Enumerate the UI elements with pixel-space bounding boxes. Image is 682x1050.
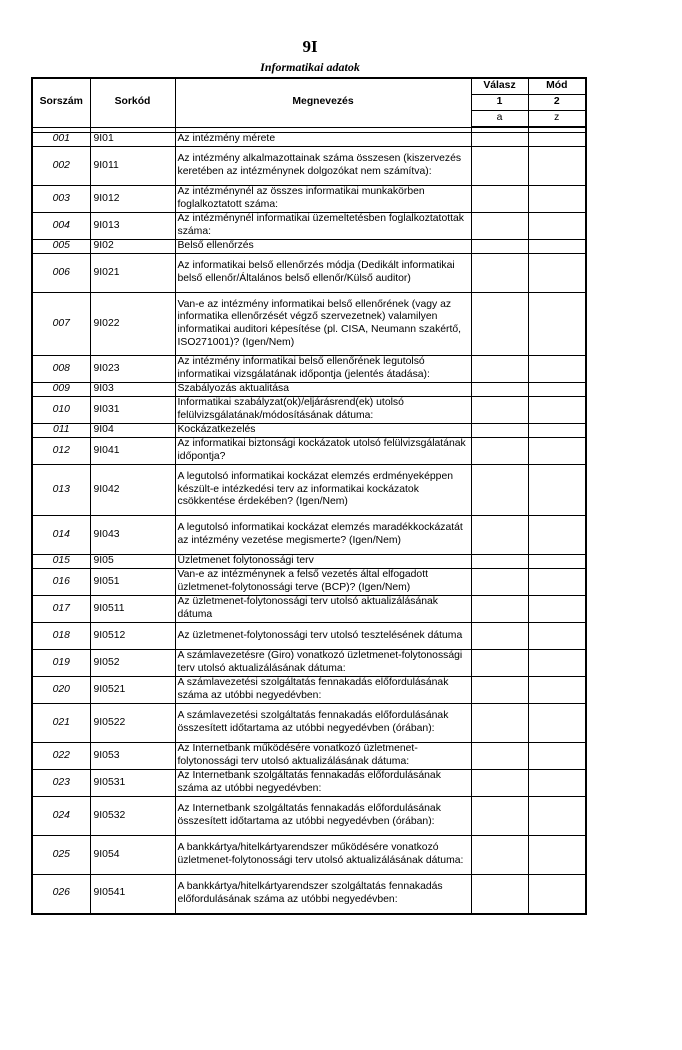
table-row: [32, 836, 586, 875]
answer-cell[interactable]: [471, 596, 528, 623]
row-label: Az intézmény mérete: [175, 133, 471, 147]
row-label: Belső ellenőrzés: [175, 240, 471, 254]
row-number: 010: [32, 397, 90, 424]
row-code: 9I05: [90, 555, 175, 569]
answer-cell[interactable]: [471, 743, 528, 770]
table-row: [32, 677, 586, 704]
table-row: [32, 356, 586, 383]
mode-cell[interactable]: [528, 424, 586, 438]
row-number: 025: [32, 836, 90, 875]
mode-cell[interactable]: [528, 133, 586, 147]
row-label: Az intézménynél informatikai üzemeltetésben foglalkoztatottak száma:: [175, 213, 471, 240]
row-label: Az Internetbank működésére vonatkozó üzletmenet-folytonossági terv utolsó aktualizálásának dátuma:: [175, 743, 471, 770]
row-code: 9I042: [90, 465, 175, 516]
row-number: 016: [32, 569, 90, 596]
table-row: [32, 596, 586, 623]
mode-cell[interactable]: [528, 465, 586, 516]
row-number: 013: [32, 465, 90, 516]
table-row: [32, 213, 586, 240]
row-code: 9I012: [90, 186, 175, 213]
row-code: 9I011: [90, 147, 175, 186]
row-label: Szabályozás aktualitása: [175, 383, 471, 397]
mode-cell[interactable]: [528, 555, 586, 569]
table-row: [32, 516, 586, 555]
row-code: 9I043: [90, 516, 175, 555]
answer-cell[interactable]: [471, 356, 528, 383]
header-sorkod: Sorkód: [90, 78, 175, 127]
answer-cell[interactable]: [471, 397, 528, 424]
row-label: Informatikai szabályzat(ok)/eljárásrend(ek) utolsó felülvizsgálatának/módosításának dátuma:: [175, 397, 471, 424]
table-row: [32, 569, 586, 596]
answer-cell[interactable]: [471, 704, 528, 743]
row-code: 9I053: [90, 743, 175, 770]
row-code: 9I0532: [90, 797, 175, 836]
mode-cell[interactable]: [528, 596, 586, 623]
answer-cell[interactable]: [471, 797, 528, 836]
table-row: [32, 623, 586, 650]
mode-cell[interactable]: [528, 516, 586, 555]
answer-cell[interactable]: [471, 424, 528, 438]
answer-cell[interactable]: [471, 516, 528, 555]
table-row: [32, 397, 586, 424]
answer-cell[interactable]: [471, 555, 528, 569]
table-row: [32, 555, 586, 569]
row-code: 9I0541: [90, 875, 175, 914]
header-valasz-num: 1: [471, 95, 528, 111]
row-code: 9I0521: [90, 677, 175, 704]
row-number: 023: [32, 770, 90, 797]
header-mod: Mód: [528, 78, 586, 95]
mode-cell[interactable]: [528, 875, 586, 914]
row-code: 9I023: [90, 356, 175, 383]
row-label: Van-e az intézménynek a felső vezetés által elfogadott üzletmenet-folytonossági terve (BCP)? (Igen/Nem): [175, 569, 471, 596]
row-number: 005: [32, 240, 90, 254]
row-code: 9I051: [90, 569, 175, 596]
mode-cell[interactable]: [528, 397, 586, 424]
row-code: 9I052: [90, 650, 175, 677]
table-row: [32, 240, 586, 254]
row-code: 9I0512: [90, 623, 175, 650]
table-row: [32, 743, 586, 770]
row-label: Az intézménynél az összes informatikai munkakörben foglalkoztatott száma:: [175, 186, 471, 213]
row-code: 9I0531: [90, 770, 175, 797]
answer-cell[interactable]: [471, 677, 528, 704]
table-row: [32, 704, 586, 743]
mode-cell[interactable]: [528, 438, 586, 465]
row-label: Üzletmenet folytonossági terv: [175, 555, 471, 569]
row-label: Az informatikai biztonsági kockázatok utolsó felülvizsgálatának időpontja?: [175, 438, 471, 465]
mode-cell[interactable]: [528, 254, 586, 293]
row-code: 9I02: [90, 240, 175, 254]
row-number: 024: [32, 797, 90, 836]
header-mod-letter: z: [528, 111, 586, 128]
row-label: Az informatikai belső ellenőrzés módja (Dedikált informatikai belső ellenőr/Általános belső ellenőr/Külső auditor): [175, 254, 471, 293]
row-number: 017: [32, 596, 90, 623]
answer-cell[interactable]: [471, 836, 528, 875]
table-row: [32, 147, 586, 186]
row-number: 009: [32, 383, 90, 397]
row-code: 9I04: [90, 424, 175, 438]
mode-cell[interactable]: [528, 293, 586, 356]
row-number: 006: [32, 254, 90, 293]
table-row: [32, 254, 586, 293]
header-mod-num: 2: [528, 95, 586, 111]
row-number: 003: [32, 186, 90, 213]
row-number: 014: [32, 516, 90, 555]
mode-cell[interactable]: [528, 770, 586, 797]
answer-cell[interactable]: [471, 465, 528, 516]
form-code: 9I: [302, 37, 318, 56]
table-row: [32, 770, 586, 797]
row-label: A számlavezetési szolgáltatás fennakadás előfordulásának száma az utóbbi negyedévben:: [175, 677, 471, 704]
row-number: 020: [32, 677, 90, 704]
row-code: 9I0522: [90, 704, 175, 743]
row-number: 004: [32, 213, 90, 240]
table-row: [32, 797, 586, 836]
row-label: A bankkártya/hitelkártyarendszer szolgáltatás fennakadás előfordulásának száma az utóbbi negyedévben:: [175, 875, 471, 914]
form-title: Informatikai adatok: [260, 60, 360, 74]
answer-cell[interactable]: [471, 133, 528, 147]
row-code: 9I013: [90, 213, 175, 240]
row-number: 001: [32, 133, 90, 147]
row-code: 9I0511: [90, 596, 175, 623]
row-code: 9I054: [90, 836, 175, 875]
row-label: A legutolsó informatikai kockázat elemzés erdményeképpen készült-e intézkedési terv az informatikai kockázatok csökkentése érdekében? (Igen/Nem): [175, 465, 471, 516]
data-table: [31, 77, 587, 915]
row-code: 9I031: [90, 397, 175, 424]
answer-cell[interactable]: [471, 186, 528, 213]
mode-cell[interactable]: [528, 383, 586, 397]
row-number: 021: [32, 704, 90, 743]
row-label: Kockázatkezelés: [175, 424, 471, 438]
row-code: 9I021: [90, 254, 175, 293]
table-row: [32, 465, 586, 516]
row-label: A bankkártya/hitelkártyarendszer működésére vonatkozó üzletmenet-folytonossági terv utolsó aktualizálásának dátuma:: [175, 836, 471, 875]
table-row: [32, 875, 586, 914]
mode-cell[interactable]: [528, 677, 586, 704]
row-code: 9I041: [90, 438, 175, 465]
row-code: 9I03: [90, 383, 175, 397]
mode-cell[interactable]: [528, 797, 586, 836]
answer-cell[interactable]: [471, 875, 528, 914]
row-label: Az üzletmenet-folytonossági terv utolsó tesztelésének dátuma: [175, 623, 471, 650]
mode-cell[interactable]: [528, 743, 586, 770]
answer-cell[interactable]: [471, 254, 528, 293]
mode-cell[interactable]: [528, 356, 586, 383]
row-label: A számlavezetési szolgáltatás fennakadás előfordulásának összesített időtartama az utóbbi negyedévben (órában):: [175, 704, 471, 743]
mode-cell[interactable]: [528, 623, 586, 650]
header-valasz: Válasz: [471, 78, 528, 95]
row-label: Az Internetbank szolgáltatás fennakadás előfordulásának összesített időtartama az utóbbi negyedévben (órában):: [175, 797, 471, 836]
mode-cell[interactable]: [528, 213, 586, 240]
mode-cell[interactable]: [528, 836, 586, 875]
row-number: 011: [32, 424, 90, 438]
answer-cell[interactable]: [471, 240, 528, 254]
answer-cell[interactable]: [471, 383, 528, 397]
row-number: 026: [32, 875, 90, 914]
table-row: [32, 133, 586, 147]
mode-cell[interactable]: [528, 186, 586, 213]
mode-cell[interactable]: [528, 569, 586, 596]
row-number: 012: [32, 438, 90, 465]
row-number: 002: [32, 147, 90, 186]
row-code: 9I01: [90, 133, 175, 147]
row-label: Az intézmény alkalmazottainak száma összesen (kiszervezés keretében az intézménynek dolgozókat nem számítva):: [175, 147, 471, 186]
row-label: Az Internetbank szolgáltatás fennakadás előfordulásának száma az utóbbi negyedévben:: [175, 770, 471, 797]
row-label: Az üzletmenet-folytonossági terv utolsó aktualizálásának dátuma: [175, 596, 471, 623]
mode-cell[interactable]: [528, 240, 586, 254]
answer-cell[interactable]: [471, 438, 528, 465]
answer-cell[interactable]: [471, 650, 528, 677]
row-label: Az intézmény informatikai belső ellenőrének legutolsó informatikai vizsgálatának időpontja (jelentés átadása):: [175, 356, 471, 383]
row-label: A számlavezetésre (Giro) vonatkozó üzletmenet-folytonossági terv utolsó aktualizálásának dátuma:: [175, 650, 471, 677]
table-row: [32, 293, 586, 356]
header-valasz-letter: a: [471, 111, 528, 128]
header-sorszam: Sorszám: [32, 78, 90, 127]
answer-cell[interactable]: [471, 293, 528, 356]
mode-cell[interactable]: [528, 147, 586, 186]
answer-cell[interactable]: [471, 147, 528, 186]
row-number: 022: [32, 743, 90, 770]
table-row: [32, 186, 586, 213]
row-number: 008: [32, 356, 90, 383]
table-row: [32, 383, 586, 397]
answer-cell[interactable]: [471, 213, 528, 240]
mode-cell[interactable]: [528, 704, 586, 743]
answer-cell[interactable]: [471, 623, 528, 650]
answer-cell[interactable]: [471, 569, 528, 596]
table-row: [32, 424, 586, 438]
row-label: Van-e az intézmény informatikai belső ellenőrének (vagy az informatika ellenőrzését végző szervezetnek) valamilyen informatikai auditori képesítése (pl. CISA, Neumann szakértő, ISO271001)? (Igen/Nem): [175, 293, 471, 356]
row-code: 9I022: [90, 293, 175, 356]
row-number: 019: [32, 650, 90, 677]
row-number: 018: [32, 623, 90, 650]
row-label: A legutolsó informatikai kockázat elemzés maradékkockázatát az intézmény vezetése megismerte? (Igen/Nem): [175, 516, 471, 555]
table-row: [32, 650, 586, 677]
mode-cell[interactable]: [528, 650, 586, 677]
row-number: 007: [32, 293, 90, 356]
answer-cell[interactable]: [471, 770, 528, 797]
table-row: [32, 438, 586, 465]
row-number: 015: [32, 555, 90, 569]
header-megnevezes: Megnevezés: [175, 78, 471, 127]
